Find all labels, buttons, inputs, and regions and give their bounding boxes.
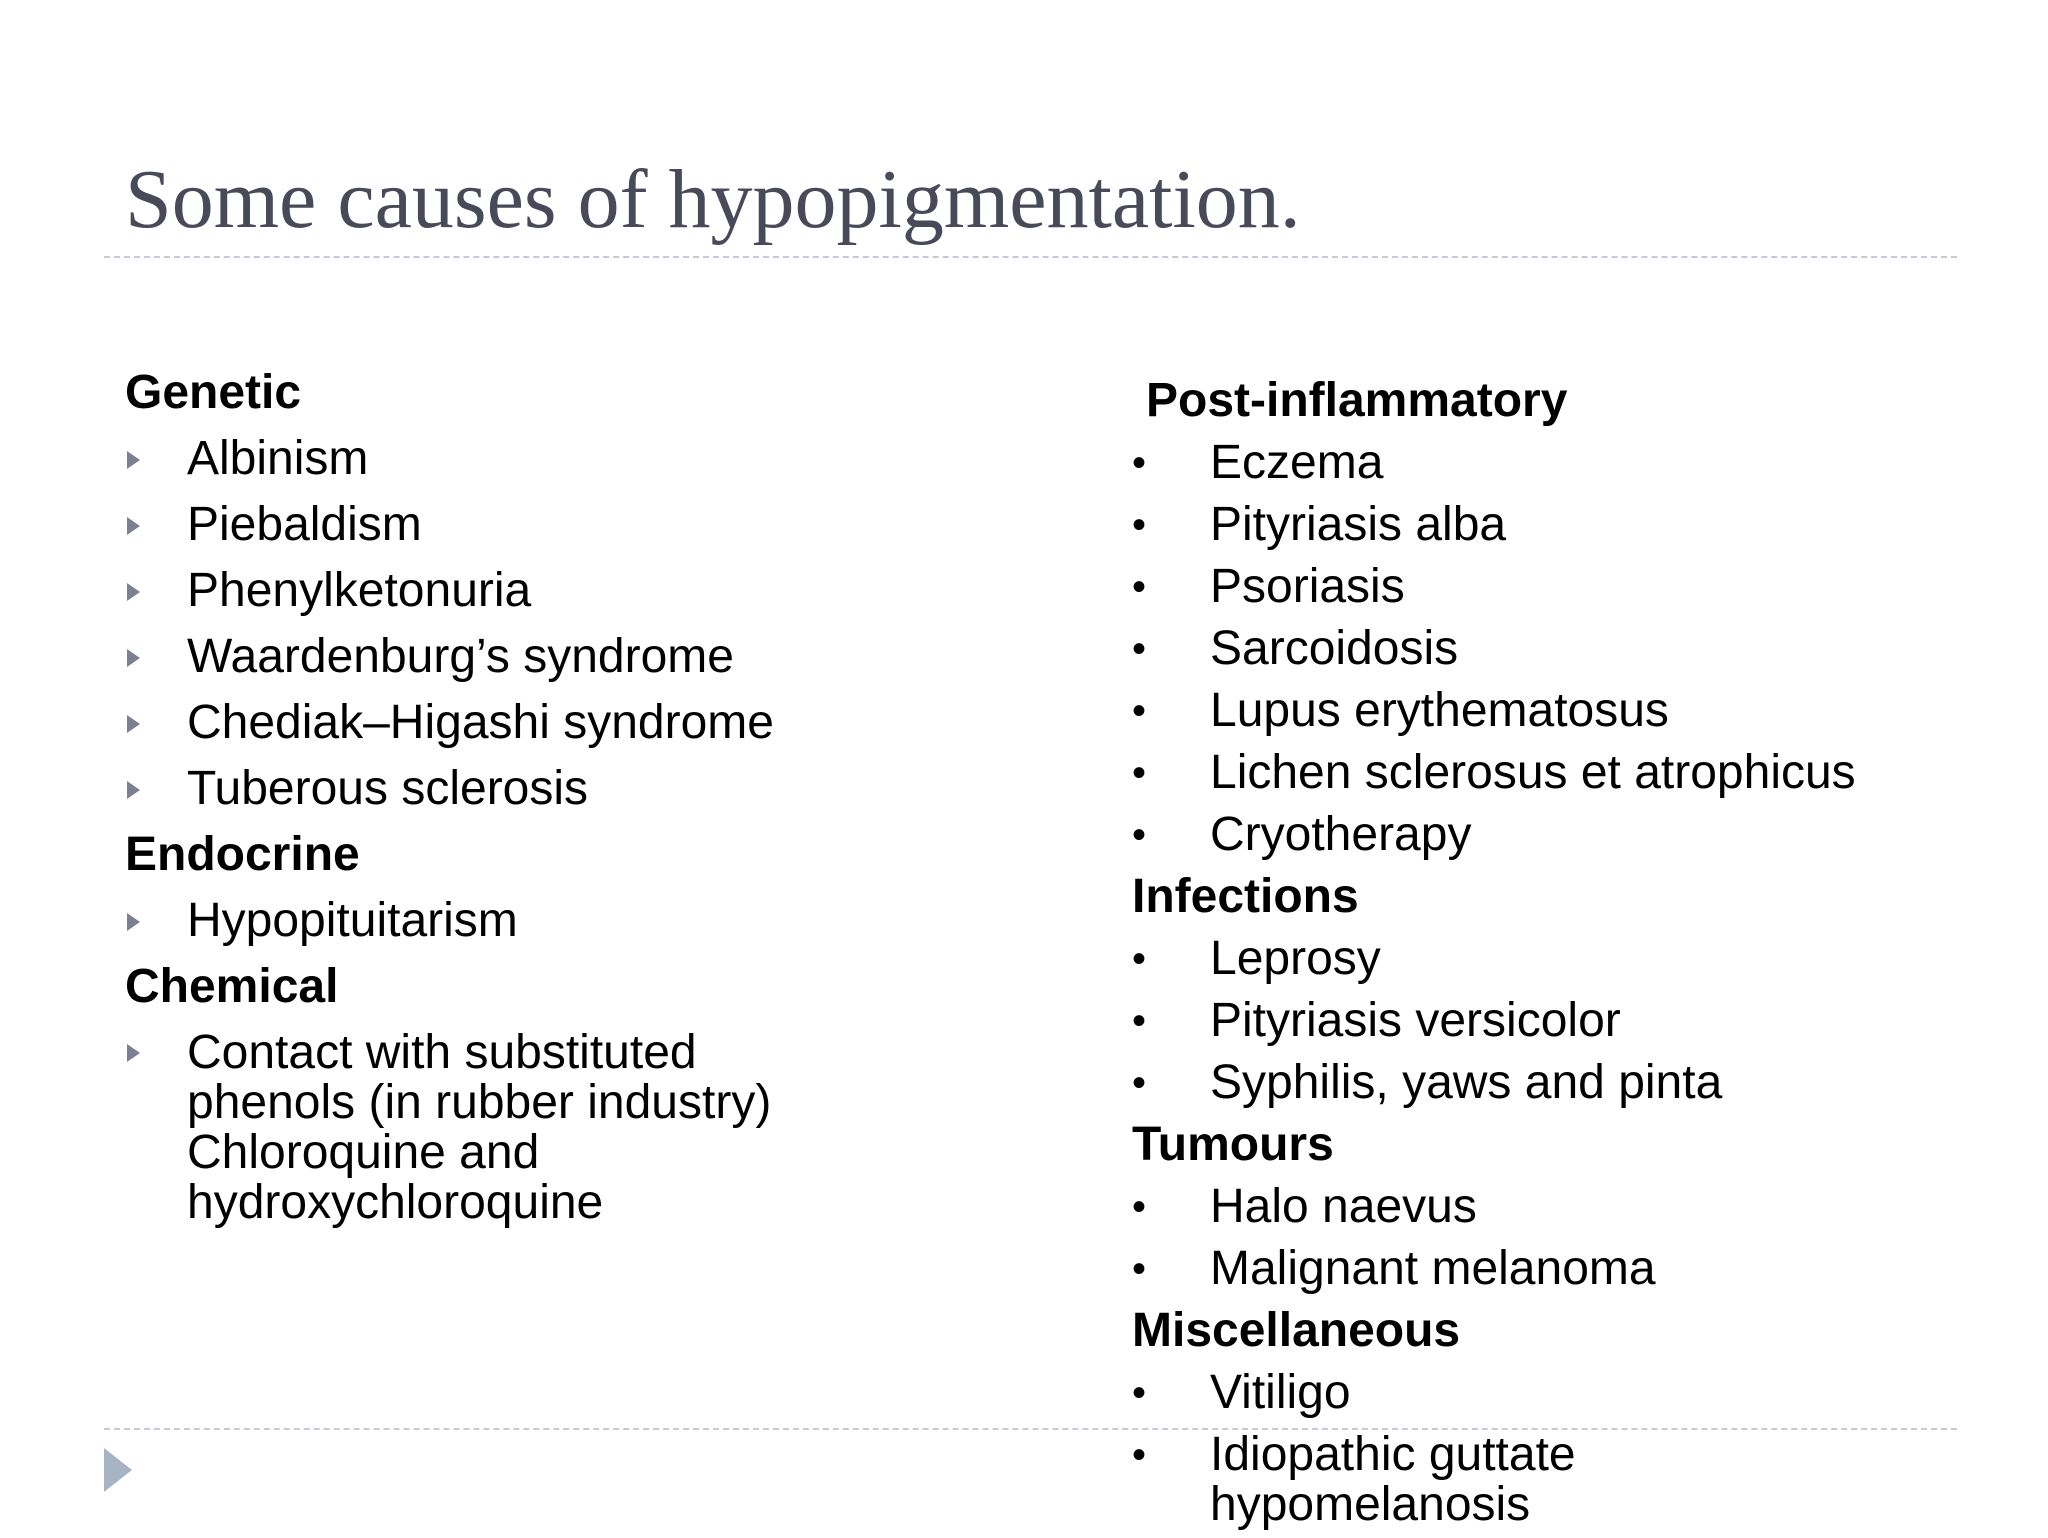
item-text: Syphilis, yaws and pinta bbox=[1210, 1056, 1723, 1109]
bullet-dot-icon: • bbox=[1132, 999, 1147, 1043]
item-text: Halo naevus bbox=[1210, 1180, 1477, 1233]
item-text: Idiopathic guttate bbox=[1210, 1428, 1576, 1481]
item-text: Hypopituitarism bbox=[187, 894, 518, 947]
heading-infections: Infections bbox=[1132, 870, 1359, 923]
list-item bbox=[1132, 618, 2012, 680]
arrow-bullet-icon bbox=[127, 1044, 140, 1062]
bullet-dot-icon: • bbox=[1132, 751, 1147, 795]
list-item bbox=[1132, 1362, 2012, 1424]
list-item bbox=[1132, 1238, 2012, 1300]
item-text: Cryotherapy bbox=[1210, 808, 1472, 861]
arrow-bullet-icon bbox=[127, 913, 140, 931]
item-text: Pityriasis alba bbox=[1210, 498, 1507, 551]
item-text: Lichen sclerosus et atrophicus bbox=[1210, 746, 1856, 799]
list-item bbox=[1132, 804, 2012, 866]
item-text: Leprosy bbox=[1210, 932, 1381, 985]
heading-tumours: Tumours bbox=[1132, 1118, 1334, 1171]
bullet-dot-icon: • bbox=[1132, 565, 1147, 609]
list-item bbox=[1132, 1176, 2012, 1238]
item-text: Chediak–Higashi syndrome bbox=[187, 696, 774, 749]
heading-genetic: Genetic bbox=[125, 366, 302, 419]
list-item bbox=[1132, 742, 2012, 804]
list-item bbox=[125, 690, 945, 756]
heading-chemical: Chemical bbox=[125, 960, 339, 1013]
arrow-bullet-icon bbox=[127, 517, 140, 535]
list-item bbox=[1132, 1052, 2012, 1114]
item-text: Phenylketonuria bbox=[187, 564, 532, 617]
item-text: Contact with substituted bbox=[187, 1026, 697, 1079]
left-column bbox=[125, 360, 945, 1236]
item-text: Psoriasis bbox=[1210, 560, 1405, 613]
item-text: Malignant melanoma bbox=[1210, 1242, 1656, 1295]
item-text: Albinism bbox=[187, 432, 369, 485]
list-item bbox=[1132, 432, 2012, 494]
item-text: hydroxychloroquine bbox=[187, 1176, 604, 1229]
list-item bbox=[1132, 1424, 2012, 1538]
heading-post-inflammatory: Post-inflammatory bbox=[1146, 374, 1568, 427]
list-item bbox=[125, 558, 945, 624]
arrow-bullet-icon bbox=[127, 649, 140, 667]
list-item bbox=[125, 426, 945, 492]
list-item bbox=[1132, 680, 2012, 742]
list-item bbox=[125, 624, 945, 690]
item-text: Waardenburg’s syndrome bbox=[187, 630, 734, 683]
bullet-dot-icon: • bbox=[1132, 1247, 1147, 1291]
list-item bbox=[1132, 990, 2012, 1052]
list-item bbox=[1132, 556, 2012, 618]
item-text: hypomelanosis bbox=[1210, 1478, 1531, 1531]
list-item bbox=[125, 888, 945, 954]
arrow-bullet-icon bbox=[127, 451, 140, 469]
heading-miscellaneous: Miscellaneous bbox=[1132, 1304, 1461, 1357]
bullet-dot-icon: • bbox=[1132, 503, 1147, 547]
list-item bbox=[125, 492, 945, 558]
heading-endocrine: Endocrine bbox=[125, 828, 360, 881]
bullet-dot-icon: • bbox=[1132, 689, 1147, 733]
item-text: Eczema bbox=[1210, 436, 1384, 489]
arrow-bullet-icon bbox=[127, 781, 140, 799]
item-text: Sarcoidosis bbox=[1210, 622, 1459, 675]
title-divider bbox=[104, 256, 1957, 258]
bullet-dot-icon: • bbox=[1132, 1061, 1147, 1105]
item-text: Lupus erythematosus bbox=[1210, 684, 1669, 737]
item-text: Pityriasis versicolor bbox=[1210, 994, 1621, 1047]
right-column bbox=[1132, 370, 2012, 1538]
item-text: Piebaldism bbox=[187, 498, 422, 551]
bullet-dot-icon: • bbox=[1132, 813, 1147, 857]
list-item bbox=[125, 1020, 945, 1236]
list-item bbox=[1132, 494, 2012, 556]
list-item bbox=[125, 756, 945, 822]
item-text: phenols (in rubber industry) bbox=[187, 1076, 772, 1129]
arrow-bullet-icon bbox=[127, 715, 140, 733]
footer-divider bbox=[104, 1428, 1957, 1430]
bullet-dot-icon: • bbox=[1132, 627, 1147, 671]
next-slide-arrow-icon[interactable] bbox=[104, 1448, 132, 1492]
item-text: Tuberous sclerosis bbox=[187, 762, 589, 815]
item-text: Chloroquine and bbox=[187, 1126, 540, 1179]
list-item bbox=[1132, 928, 2012, 990]
bullet-dot-icon: • bbox=[1132, 1433, 1147, 1477]
bullet-dot-icon: • bbox=[1132, 441, 1147, 485]
arrow-bullet-icon bbox=[127, 583, 140, 601]
bullet-dot-icon: • bbox=[1132, 1371, 1147, 1415]
slide-title: Some causes of hypopigmentation. bbox=[125, 153, 1301, 246]
item-text: Vitiligo bbox=[1210, 1366, 1351, 1419]
bullet-dot-icon: • bbox=[1132, 1185, 1147, 1229]
bullet-dot-icon: • bbox=[1132, 937, 1147, 981]
